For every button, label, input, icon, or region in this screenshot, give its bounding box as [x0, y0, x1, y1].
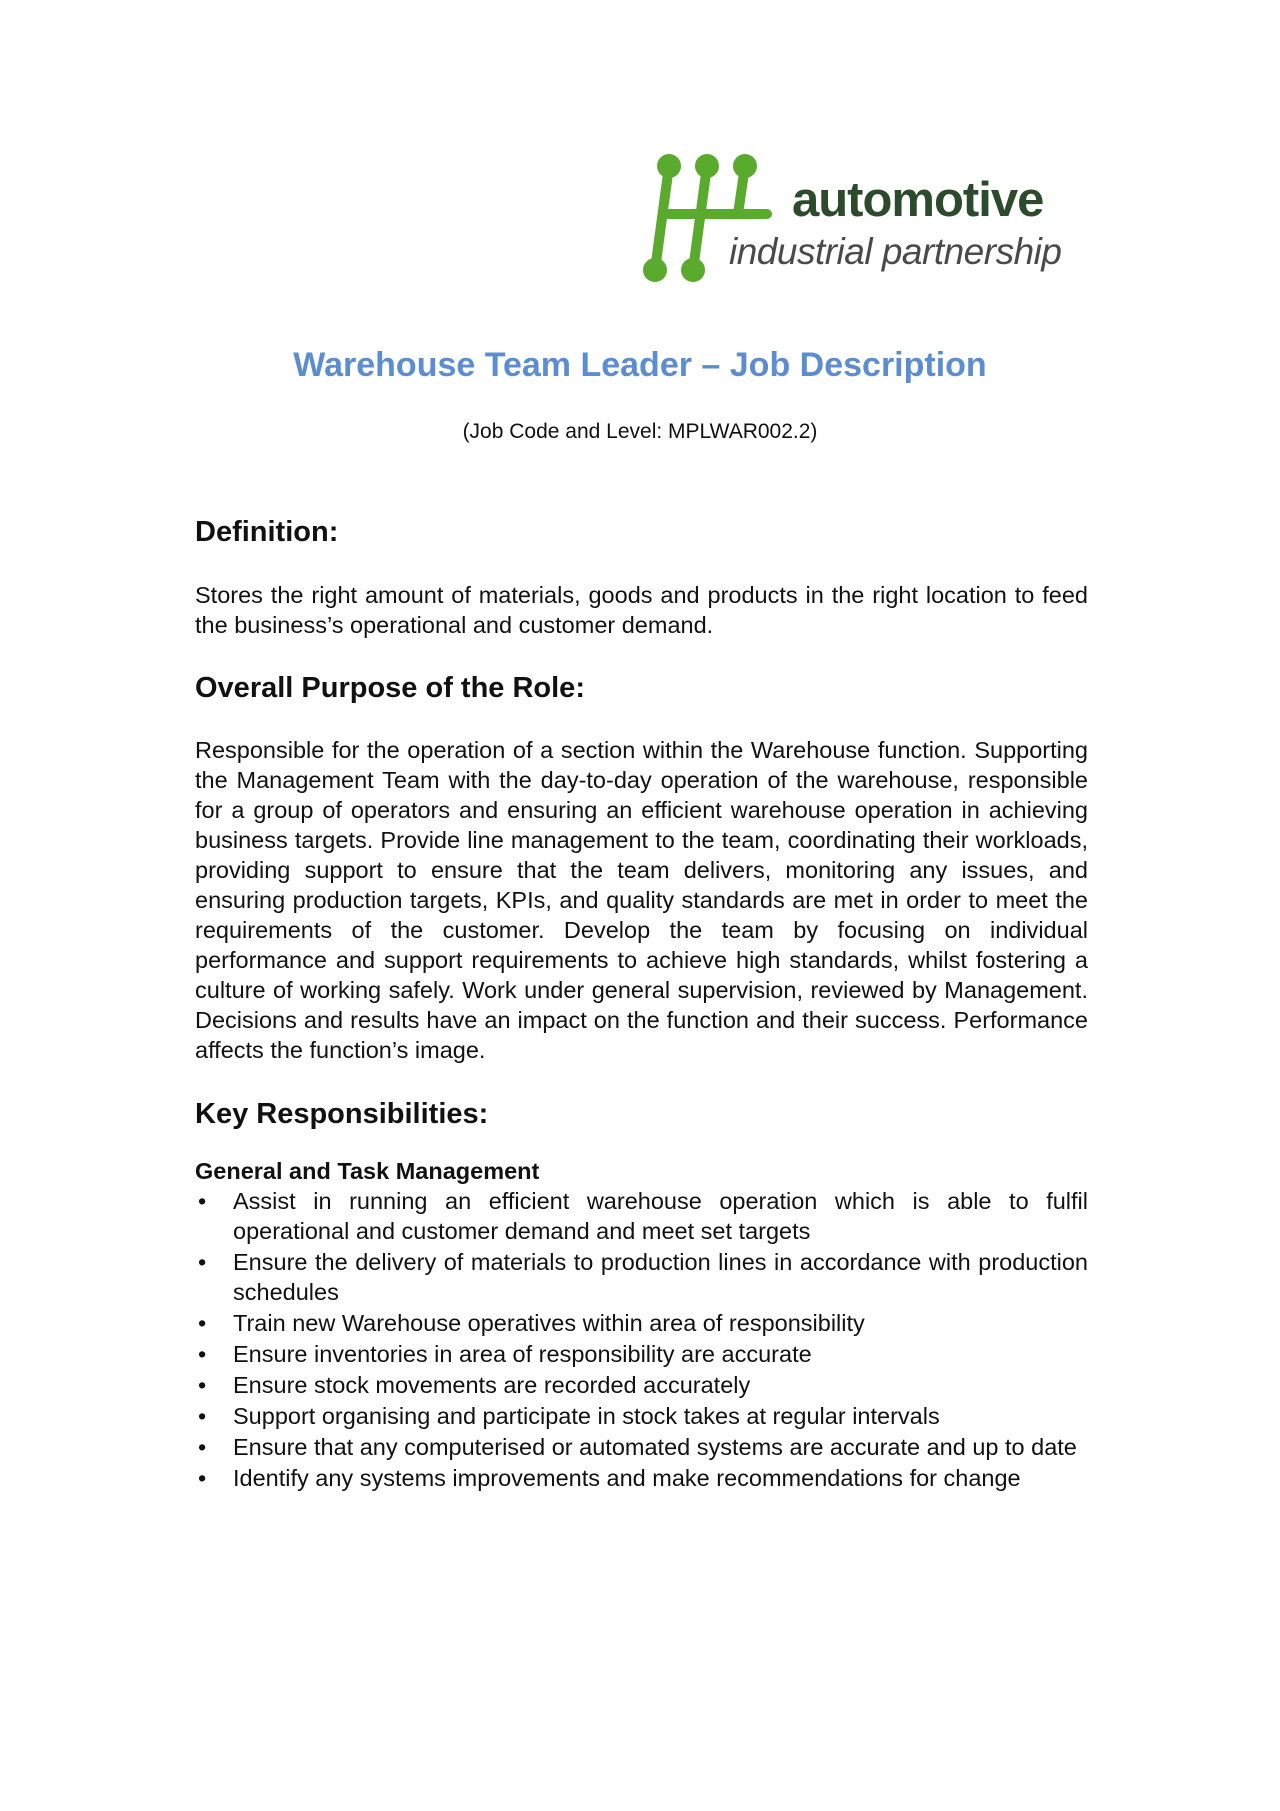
list-item: • Assist in running an efficient warehouse operation which is able to fulfil operational and customer demand and meet set targets: [198, 1188, 1088, 1244]
job-code: (Job Code and Level: MPLWAR002.2): [462, 420, 818, 443]
company-logo: [637, 152, 1097, 288]
logo-subtitle: industrial partnership: [729, 231, 1062, 272]
bullet-icon: •: [198, 1465, 207, 1491]
list-item: • Ensure inventories in area of responsibility are accurate: [198, 1341, 812, 1367]
responsibilities-list: [195, 1186, 1088, 1493]
definition-heading: Definition:: [195, 516, 339, 548]
list-item: • Support organising and participate in stock takes at regular intervals: [198, 1403, 940, 1429]
list-item: • Ensure stock movements are recorded accurately: [198, 1372, 751, 1398]
bullet-icon: •: [198, 1372, 207, 1398]
purpose-heading: Overall Purpose of the Role:: [195, 672, 585, 704]
purpose-text: Responsible for the operation of a section within the Warehouse function. Supporting the Management Team with the day-to-day operation of the warehouse, responsible for a group of operators and ensuring an efficient warehouse operation in achieving business targets. Provide line management to the team, coordinating their workloads, providing support to ensure that the team delivers, monitoring any issues, and ensuring production targets, KPIs, and quality standards are met in order to meet the requirements of the customer. Develop the team by focusing on individual performance and support requirements to achieve high standards, whilst fostering a culture of working safely. Work under general supervision, reviewed by Management. Decisions and results have an impact on the function and their success. Performance affects the function’s image.: [195, 737, 1088, 1063]
page-title: Warehouse Team Leader – Job Description: [293, 346, 987, 384]
bullet-icon: •: [198, 1341, 207, 1367]
bullet-icon: •: [198, 1403, 207, 1429]
list-item: • Ensure that any computerised or automated systems are accurate and up to date: [198, 1434, 1077, 1460]
responsibilities-subheading: General and Task Management: [195, 1158, 540, 1184]
bullet-icon: •: [198, 1310, 207, 1336]
bullet-icon: •: [198, 1188, 207, 1214]
logo-wordmark: automotive: [792, 173, 1044, 227]
definition-text: Stores the right amount of materials, goods and products in the right location to feed the business’s operational and customer demand.: [195, 582, 1088, 638]
list-item: • Identify any systems improvements and make recommendations for change: [198, 1465, 1021, 1491]
document-body: [195, 510, 1088, 1494]
list-item: • Ensure the delivery of materials to production lines in accordance with production schedules: [198, 1249, 1088, 1305]
list-item: • Train new Warehouse operatives within area of responsibility: [198, 1310, 865, 1336]
bullet-icon: •: [198, 1249, 207, 1275]
bullet-icon: •: [198, 1434, 207, 1460]
responsibilities-heading: Key Responsibilities:: [195, 1098, 489, 1130]
